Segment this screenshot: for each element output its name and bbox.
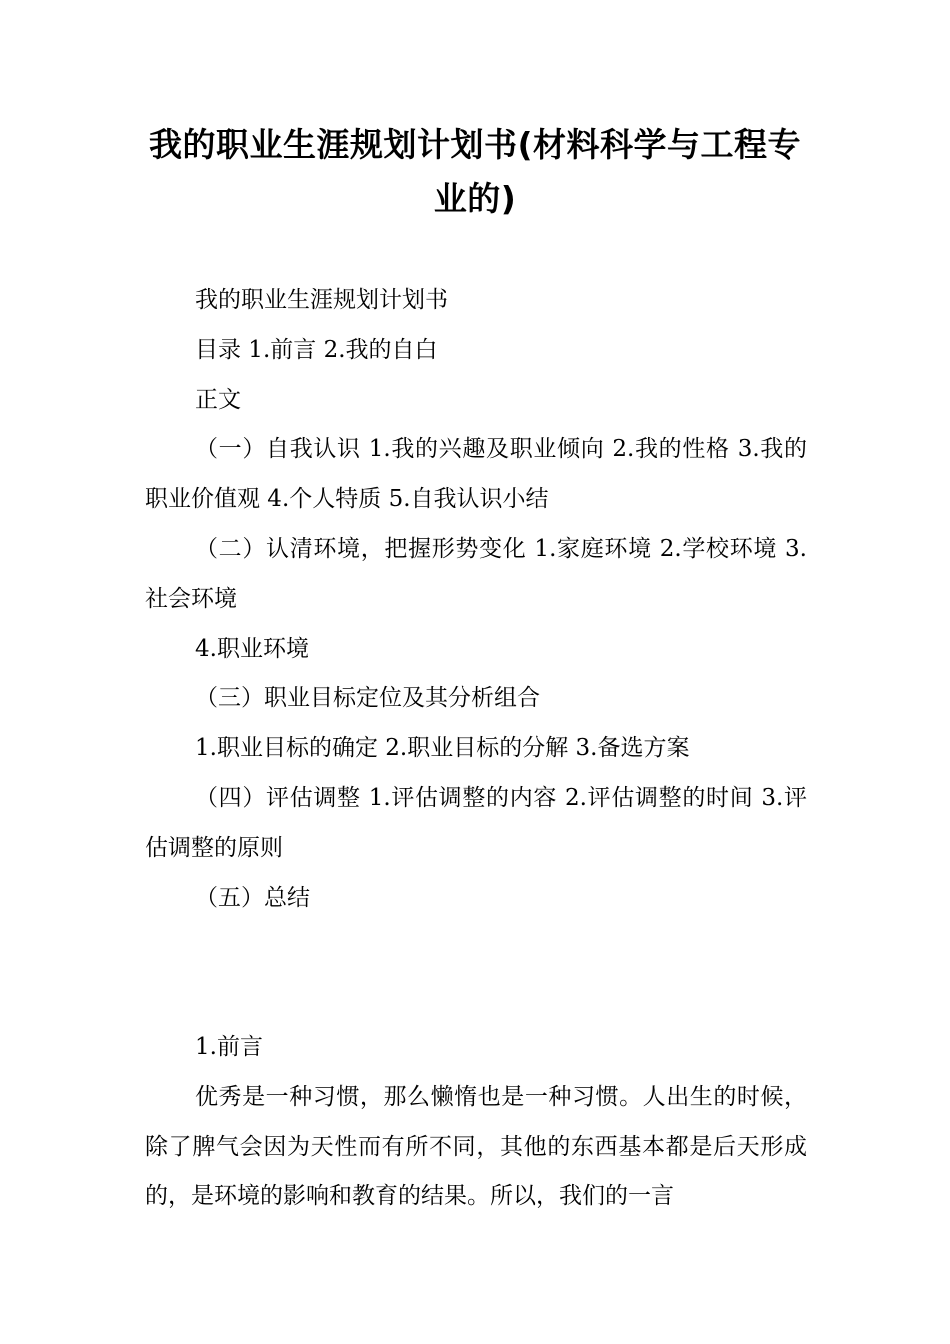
paragraph-plan-heading: 我的职业生涯规划计划书: [195, 287, 448, 313]
paragraph-main-text: 正文: [195, 386, 241, 413]
paragraph-section-3: （三）职业目标定位及其分析组合: [195, 685, 540, 712]
paragraph-preface-body: 优秀是一种习惯，那么懒惰也是一种习惯。人出生的时候，除了脾气会因为天性而有所不同，其他的东西基本都是后天形成的，是环境的影响和教育的结果。所以，我们的一言: [145, 1083, 807, 1210]
document-body: [145, 276, 807, 1222]
paragraph-section-2-item: 4.职业环境: [195, 635, 309, 662]
paragraph-section-1: （一）自我认识 1.我的兴趣及职业倾向 2.我的性格 3.我的职业价值观 4.个人特质 5.自我认识小结: [145, 436, 807, 513]
paragraph-contents: 目录 1.前言 2.我的自白: [195, 336, 438, 363]
paragraph-section-5: （五）总结: [195, 884, 310, 911]
paragraph-section-3-items: 1.职业目标的确定 2.职业目标的分解 3.备选方案: [195, 735, 690, 762]
paragraph-section-4: （四）评估调整 1.评估调整的内容 2.评估调整的时间 3.评估调整的原则: [145, 784, 807, 861]
paragraph-section-2: （二）认清环境，把握形势变化 1.家庭环境 2.学校环境 3.社会环境: [145, 535, 807, 612]
blank-space: [145, 923, 807, 1023]
document-title: 我的职业生涯规划计划书(材料科学与工程专业的): [148, 125, 802, 218]
paragraph-preface-heading: 1.前言: [195, 1033, 263, 1060]
